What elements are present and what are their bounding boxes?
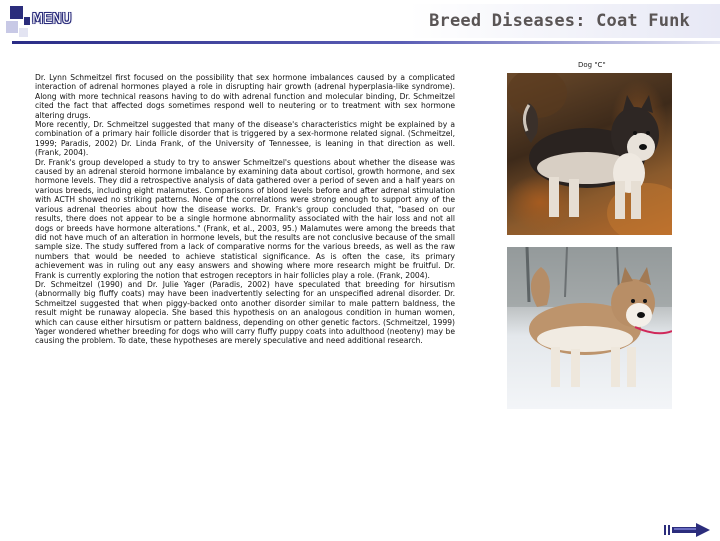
corner-square-faint <box>6 21 18 33</box>
dog-photo-2 <box>507 247 672 409</box>
article-body <box>35 73 455 346</box>
corner-square-large <box>10 6 23 19</box>
header-rule <box>12 41 720 44</box>
paragraph-4: Dr. Schmeitzel (1990) and Dr. Julie Yager (Paradis, 2002) have speculated that breeding for hirsutism (abnormally big fluffy coats) may have been inadvertently selecting for an unspecified adrenal disorder. Dr. Schmeitzel suggested that when piggy-backed onto another disorder similar to male pattern baldness, the result might be runaway alopecia. She based this hypothesis on an analogous condition in human women, which can cause either hirsutism or pattern baldness, depending on other genetic factors. (Schmeitzel, 1999) Yager wondered whether breeding for dogs who will carry fluffy puppy coats into adulthood (neoteny) may be causing the problem. To date, these hypotheses are merely speculative and need additional research. <box>35 279 455 346</box>
paragraph-3: Dr. Frank's group developed a study to try to answer Schmeitzel's questions about whether the disease was caused by an adrenal steroid hormone imbalance by examining data about cortisol, growth hormone, and sex hormone levels. They did a retrospective analysis of data gathered over a period of seven and a half years on various breeds, including eight malamutes. Comparisons of blood levels before and after adrenal stimulation with ACTH showed no striking patterns. None of the correlations were strong enough to support any of the various adrenal theories about how the disease works. Dr. Frank's group concluded that, "based on our results, there does not appear to be a single hormone abnormality associated with the hair loss and not all dogs or breeds have hormone alterations." (Frank, et al., 2003, 95.) Malamutes were among the breeds that did not have much of an alteration in hormone levels, but the results are not conclusive because of the small sample size. The study suffered from a lack of comparative norms for the various breeds, as well as the raw numbers that would be needed to achieve statistical significance. As is often the case, its primary achievement was in ruling out any easy answers and showing where more research might be fruitful. Dr. Frank is currently exploring the notion that estrogen receptors in hair follicles play a role. (Frank, 2004). <box>35 157 455 280</box>
paragraph-2: More recently, Dr. Schmeitzel suggested that many of the disease's characteristics might be explained by a combination of a primary hair follicle disorder that is triggered by a sex-hormone related signal. (Schmeitzel, 1999; Paradis, 2002) Dr. Linda Frank, of the University of Tennessee, is leaning in that direction as well. (Frank, 2004). <box>35 120 455 158</box>
menu-link[interactable]: MENU <box>32 12 72 27</box>
dog-silhouette-2 <box>507 247 672 409</box>
corner-square-faint-2 <box>19 28 28 37</box>
paragraph-1: Dr. Lynn Schmeitzel first focused on the possibility that sex hormone imbalances caused by a complicated interaction of adrenal hormones played a role in disrupting hair growth (adrenal hyperplasia-like syndrome). Along with more technical reasons having to do with adrenal function and molecular binding, Dr. Schmeitzel cited the fact that affected dogs sometimes respond well to neutering or to treatment with sex hormone altering drugs. <box>35 73 455 120</box>
dog-silhouette-1 <box>507 73 672 235</box>
next-slide-button[interactable] <box>664 522 710 536</box>
next-slide-icon <box>664 523 710 537</box>
page-title: Breed Diseases: Coat Funk <box>429 11 690 31</box>
dog-photo-1 <box>507 73 672 235</box>
photo-caption: Dog "C" <box>578 61 606 69</box>
